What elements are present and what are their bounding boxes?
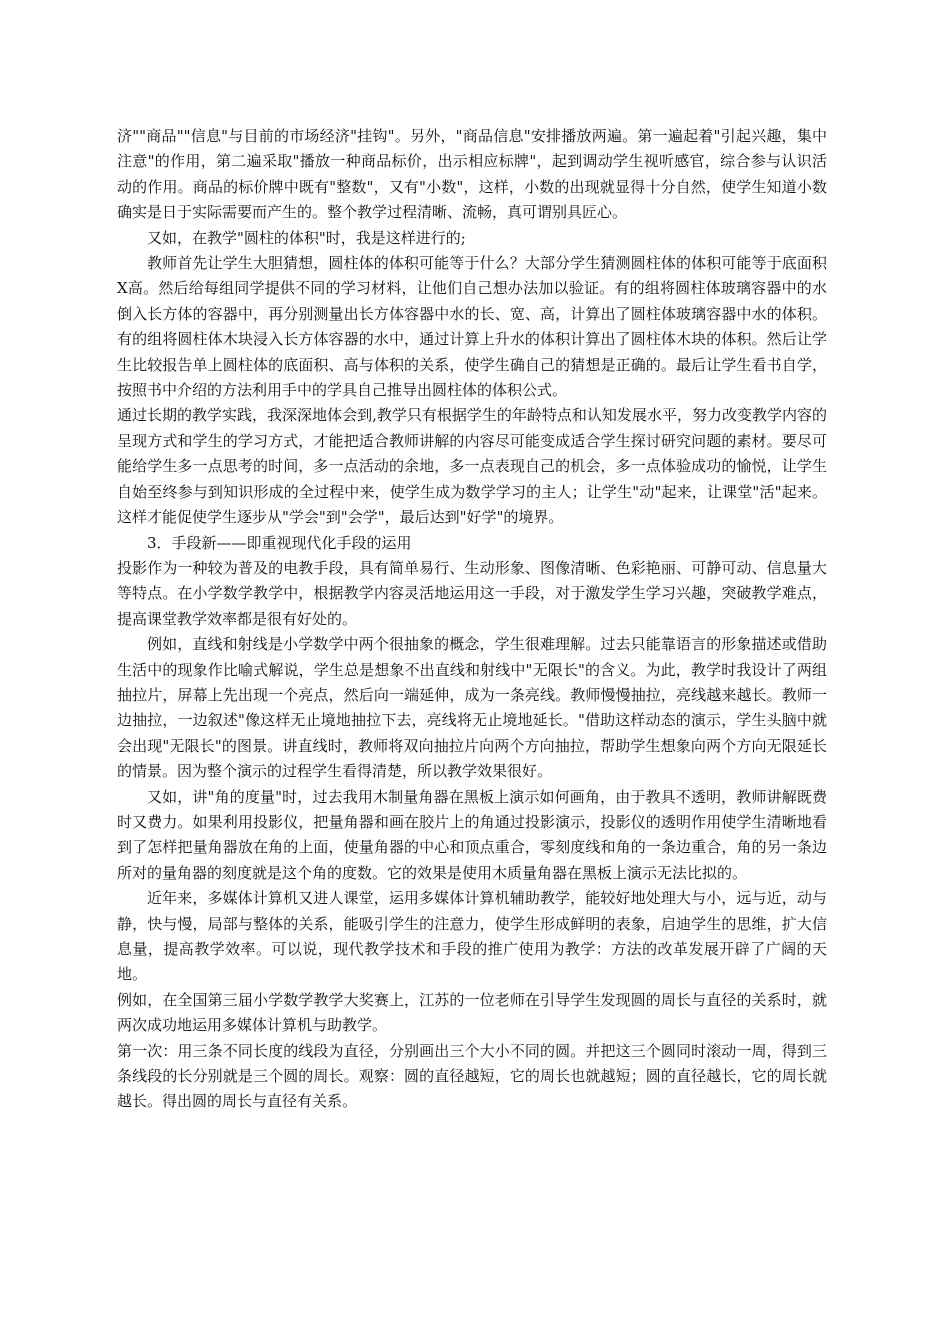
paragraph-6: 例如，直线和射线是小学数学中两个很抽象的概念，学生很难理解。过去只能靠语言的形象描述或借助生活中的现象作比喻式解说，学生总是想象不出直线和射线中"无限长"的含义。为此，教学时我设计了两组抽拉片，屏幕上先出现一个亮点，然后向一端延伸，成为一条亮线。教师慢慢抽拉，亮线越来越长。教师一边抽拉，一边叙述"像这样无止境地抽拉下去，亮线将无止境地延长。"借助这样动态的演示，学生头脑中就会出现"无限长"的图景。讲直线时，教师将双向抽拉片向两个方向抽拉，帮助学生想象向两个方向无限延长的情景。因为整个演示的过程学生看得清楚，所以教学效果很好。 (117, 635, 827, 781)
paragraph-5: 投影作为一种较为普及的电教手段，具有简单易行、生动形象、图像清晰、色彩艳丽、可静可动、信息量大等特点。在小学数学教学中，根据教学内容灵活地运用这一手段，对于激发学生学习兴趣，突破教学难点，提高课堂教学效率都是很有好处的。 (117, 558, 827, 628)
section-heading: 3．手段新——即重视现代化手段的运用 (147, 533, 412, 552)
paragraph-10: 第一次：用三条不同长度的线段为直径，分别画出三个大小不同的圆。并把这三个圆同时滚动一周，得到三条线段的长分别就是三个圆的周长。观察：圆的直径越短，它的周长也就越短；圆的直径越长，它的周长就越长。得出圆的周长与直径有关系。 (117, 1041, 827, 1111)
document-page (117, 124, 827, 1115)
paragraph-8: 近年来，多媒体计算机又进人课堂，运用多媒体计算机辅助教学，能较好地处理大与小，远与近，动与静，快与慢，局部与整体的关系，能吸引学生的注意力，使学生形成鲜明的表象，启迪学生的思维，扩大信息量，提高教学效率。可以说，现代教学技术和手段的推广使用为教学：方法的改革发展开辟了广阔的天地。 (117, 889, 827, 984)
paragraph-2: 又如，在教学"圆柱的体积"时，我是这样进行的; (147, 228, 466, 247)
paragraph-7: 又如，讲"角的度量"时，过去我用木制量角器在黑板上演示如何画角，由于教具不透明，教师讲解既费时又费力。如果利用投影仪，把量角器和画在胶片上的角通过投影演示，投影仪的透明作用使学生清晰地看到了怎样把量角器放在角的上面，使量角器的中心和顶点重合，零刻度线和角的一条边重合，角的另一条边所对的量角器的刻度就是这个角的度数。它的效果是使用木质量角器在黑板上演示无法比拟的。 (117, 787, 827, 882)
paragraph-3: 教师首先让学生大胆猜想，圆柱体的体积可能等于什么？大部分学生猜测圆柱体的体积可能等于底面积X高。然后给每组同学提供不同的学习材料，让他们自己想办法加以验证。有的组将圆柱体玻璃容器中的水倒入长方体的容器中，再分别测量出长方体容器中水的长、宽、高，计算出了圆柱体玻璃容器中水的体积。有的组将圆柱体木块浸入长方体容器的水中，通过计算上升水的体积计算出了圆柱体木块的体积。然后让学生比较报告单上圆柱体的底面积、高与体积的关系，使学生确自己的猜想是正确的。最后让学生看书自学，按照书中介绍的方法利用手中的学具自己推导出圆柱体的体积公式。 (117, 254, 827, 400)
paragraph-4: 通过长期的教学实践，我深深地体会到,教学只有根据学生的年龄特点和认知发展水平，努力改变教学内容的呈现方式和学生的学习方式，才能把适合教师讲解的内容尽可能变成适合学生探讨研究问题的素材。要尽可能给学生多一点思考的时间，多一点活动的余地，多一点表现自己的机会，多一点体验成功的愉悦，让学生自始至终参与到知识形成的全过程中来，使学生成为数学学习的主人；让学生"动"起来，让课堂"活"起来。这样才能促使学生逐步从"学会"到"会学"，最后达到"好学"的境界。 (117, 406, 827, 527)
paragraph-9: 例如，在全国第三届小学数学教学大奖赛上，江苏的一位老师在引导学生发现圆的周长与直径的关系时，就两次成功地运用多媒体计算机与助教学。 (117, 990, 827, 1035)
paragraph-1: 济""商品""信息"与目前的市场经济"挂钩"。另外，"商品信息"安排播放两遍。第一遍起着"引起兴趣，集中注意"的作用，第二遍采取"播放一种商品标价，出示相应标牌"，起到调动学生视听感官，综合参与认识活动的作用。商品的标价牌中既有"整数"，又有"小数"，这样，小数的出现就显得十分自然，使学生知道小数确实是日于实际需要而产生的。整个教学过程清晰、流畅，真可谓别具匠心。 (117, 127, 827, 222)
